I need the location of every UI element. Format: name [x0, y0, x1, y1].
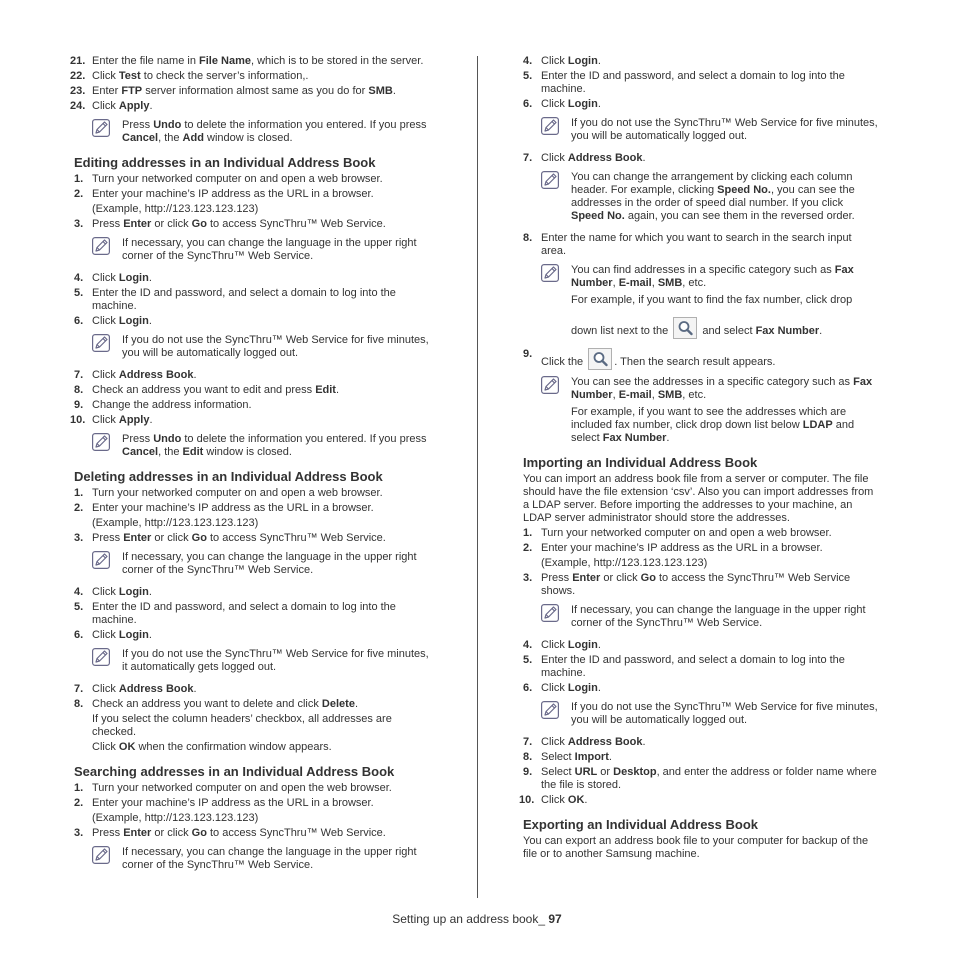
bold-term: SMB [657, 277, 683, 289]
bold-term: Go [191, 218, 207, 230]
bold-term: Test [118, 70, 141, 82]
steps-server-setup [70, 55, 452, 113]
step [74, 287, 452, 313]
steps-search-continued [523, 232, 897, 258]
bold-term: Go [191, 532, 207, 544]
bold-term: LDAP [802, 419, 833, 431]
step-text [541, 356, 775, 368]
step-text: Enter the ID and password, and select a domain to log into the machine. [92, 287, 396, 312]
step [523, 751, 897, 764]
bold-term: Login [567, 639, 598, 651]
steps-import [523, 639, 897, 695]
heading-editing: Editing addresses in an Individual Address Book [74, 155, 376, 170]
note [523, 171, 897, 223]
step [70, 55, 452, 68]
step [523, 152, 897, 165]
note [74, 846, 452, 872]
step-number: 8. [523, 232, 533, 244]
bold-term: Login [118, 272, 149, 284]
step-number: 5. [74, 601, 84, 613]
note-pencil-icon [92, 119, 110, 137]
bold-term: Import [574, 751, 609, 763]
step-number: 5. [523, 70, 533, 82]
step-text: Turn your networked computer on and open the web browser. [92, 782, 392, 794]
bold-term: Cancel [122, 132, 159, 144]
step [70, 70, 452, 83]
bold-term: Edit [315, 384, 336, 396]
step-number: 6. [523, 98, 533, 110]
note-pencil-icon [92, 648, 110, 666]
note-text: If necessary, you can change the language in the upper right corner of the SyncThru™ Web Service. [122, 237, 417, 262]
step [523, 572, 897, 598]
bold-term: Address Book [118, 683, 194, 695]
step-number: 21. [70, 55, 86, 67]
bold-term: Edit [182, 446, 204, 458]
step-text: Enter your machine’s IP address as the URL in a browser. [92, 502, 374, 514]
heading-searching: Searching addresses in an Individual Address Book [74, 764, 395, 779]
note-pencil-icon [541, 264, 559, 282]
step [523, 348, 897, 370]
step-text: Click Login. [92, 272, 152, 284]
step [74, 384, 452, 397]
note-pencil-icon [92, 433, 110, 451]
note-text: If necessary, you can change the language in the upper right corner of the SyncThru™ Web Service. [571, 604, 866, 629]
step-text: Click Login. [541, 682, 601, 694]
note [523, 117, 897, 143]
step-text: Press Enter or click Go to access SyncThru™ Web Service. [92, 827, 386, 839]
step-text: Enter the ID and password, and select a domain to log into the machine. [92, 601, 396, 626]
step-number: 9. [74, 399, 84, 411]
example-url: (Example, http://123.123.123.123) [92, 517, 259, 529]
step-number: 2. [74, 188, 84, 200]
note-pencil-icon [541, 171, 559, 189]
steps-import [519, 736, 897, 807]
step [74, 601, 452, 627]
note-text: If necessary, you can change the language in the upper right corner of the SyncThru™ Web Service. [122, 846, 417, 871]
step [523, 654, 897, 680]
bold-term: Login [118, 629, 149, 641]
heading-importing: Importing an Individual Address Book [523, 455, 758, 470]
step [74, 173, 452, 186]
step-text: Press Enter or click Go to access SyncThru™ Web Service. [92, 218, 386, 230]
bold-term: URL [574, 766, 598, 778]
step [523, 232, 897, 258]
step [523, 766, 897, 792]
step-number: 7. [74, 683, 84, 695]
step-text: Click Address Book. [541, 736, 646, 748]
note-text-line: For example, if you want to find the fax number, click drop [571, 294, 853, 306]
step-number: 6. [74, 629, 84, 641]
note-text: You can find addresses in a specific category such as Fax Number, E-mail, SMB, etc. [571, 264, 854, 289]
step-text: Click Address Book. [92, 369, 197, 381]
step-number: 22. [70, 70, 86, 82]
step-number: 4. [74, 586, 84, 598]
magnifier-icon [673, 317, 697, 339]
step-text: Click Test to check the server’s information,. [92, 70, 309, 82]
step-number: 7. [74, 369, 84, 381]
bold-term: Go [191, 827, 207, 839]
step [74, 369, 452, 382]
note-pencil-icon [92, 334, 110, 352]
step [74, 629, 452, 642]
step-number: 3. [74, 218, 84, 230]
step-number: 6. [523, 682, 533, 694]
bold-term: Address Book [567, 736, 643, 748]
step [74, 188, 452, 201]
step [523, 70, 897, 96]
bold-term: SMB [368, 85, 393, 97]
step-text: Check an address you want to delete and click Delete. [92, 698, 359, 710]
step [523, 55, 897, 68]
note-text: If you do not use the SyncThru™ Web Service for five minutes, it automatically gets logged out. [122, 648, 429, 673]
step-number: 1. [74, 173, 84, 185]
example-url: (Example, http://123.123.123.123) [541, 557, 708, 569]
step-number: 8. [523, 751, 533, 763]
bold-term: Address Book [118, 369, 194, 381]
step-text: Enter the file name in File Name, which is to be stored in the server. [92, 55, 424, 67]
step-number: 4. [523, 55, 533, 67]
note [74, 551, 452, 577]
left-column [70, 53, 452, 881]
bold-term: Apply [118, 100, 150, 112]
note-text [571, 294, 897, 307]
heading-deleting: Deleting addresses in an Individual Address Book [74, 469, 383, 484]
step [74, 586, 452, 599]
step [74, 399, 452, 412]
bold-term: Login [567, 682, 598, 694]
step [523, 639, 897, 652]
note-text: You can see the addresses in a specific category such as Fax Number, E-mail, SMB, etc. [571, 376, 873, 401]
step-text-part: Click the [541, 356, 584, 368]
step-number: 6. [74, 315, 84, 327]
note [74, 334, 452, 360]
steps-edit [74, 218, 452, 231]
step-text: Click Login. [541, 55, 601, 67]
page-number: 97 [548, 912, 562, 926]
step-text: Enter your machine’s IP address as the URL in a browser. [541, 542, 823, 554]
bold-term: Fax Number [571, 264, 854, 289]
step-number: 7. [523, 736, 533, 748]
step-text: Click Apply. [92, 100, 153, 112]
step [70, 414, 452, 427]
note-pencil-icon [541, 376, 559, 394]
page-footer [0, 913, 954, 926]
bold-term: SMB [657, 389, 683, 401]
step [74, 782, 452, 795]
step-number: 9. [523, 348, 533, 360]
note-text: If necessary, you can change the language in the upper right corner of the SyncThru™ Web Service. [122, 551, 417, 576]
substep-text: If you select the column headers’ checkbox, all addresses are checked. [92, 713, 392, 738]
note-pencil-icon [92, 846, 110, 864]
note-text: For example, if you want to see the addresses which are included fax number, click drop down list below LDAP and select Fax Number. [571, 406, 855, 444]
note-pencil-icon [541, 604, 559, 622]
steps-delete [74, 683, 452, 711]
note-pencil-icon [92, 237, 110, 255]
steps-search [74, 782, 452, 810]
note-text: Press Undo to delete the information you entered. If you press Cancel, the Edit window is closed. [122, 433, 427, 458]
step-number: 1. [74, 487, 84, 499]
step [523, 98, 897, 111]
step-number: 3. [74, 532, 84, 544]
steps-delete [74, 487, 452, 515]
step-text: Enter your machine’s IP address as the URL in a browser. [92, 188, 374, 200]
note-text: If you do not use the SyncThru™ Web Service for five minutes, you will be automatically logged out. [122, 334, 429, 359]
note-pencil-icon [541, 701, 559, 719]
step-text: Select URL or Desktop, and enter the address or folder name where the file is stored. [541, 766, 877, 791]
step [519, 794, 897, 807]
step-number: 8. [74, 384, 84, 396]
step [74, 272, 452, 285]
steps-delete [74, 586, 452, 642]
step-number: 2. [74, 502, 84, 514]
bold-term: Undo [153, 433, 182, 445]
bold-term: Login [567, 98, 598, 110]
step-number: 7. [523, 152, 533, 164]
step-text: Press Enter or click Go to access the SyncThru™ Web Service shows. [541, 572, 851, 597]
bold-term: Login [567, 55, 598, 67]
step-text-part: . Then the search result appears. [614, 356, 776, 368]
step-text: Click Login. [92, 315, 152, 327]
step [74, 218, 452, 231]
step-number: 5. [523, 654, 533, 666]
bold-term: E-mail [618, 389, 652, 401]
step [70, 100, 452, 113]
step-text: Click Apply. [92, 414, 153, 426]
note [523, 376, 897, 445]
heading-exporting: Exporting an Individual Address Book [523, 817, 758, 832]
step-number: 2. [74, 797, 84, 809]
step [523, 542, 897, 555]
bold-term: File Name [199, 55, 251, 67]
note [523, 604, 897, 630]
example-url: (Example, http://123.123.123.123) [92, 812, 259, 824]
note-pencil-icon [541, 117, 559, 135]
step-text: Press Enter or click Go to access SyncThru™ Web Service. [92, 532, 386, 544]
bold-term: Login [118, 315, 149, 327]
step-text: Enter your machine’s IP address as the URL in a browser. [92, 797, 374, 809]
bold-term: Speed No. [717, 184, 771, 196]
step-number: 23. [70, 85, 86, 97]
footer-label: Setting up an address book_ [392, 912, 546, 926]
bold-term: OK [567, 794, 585, 806]
note [523, 701, 897, 727]
bold-term: Fax Number [571, 376, 873, 401]
step-text: Click Login. [92, 629, 152, 641]
bold-term: FTP [121, 85, 143, 97]
step-number: 9. [523, 766, 533, 778]
bold-term: Enter [123, 532, 152, 544]
bold-term: Add [182, 132, 204, 144]
step-text: Click Address Book. [541, 152, 646, 164]
step-text: Click Address Book. [92, 683, 197, 695]
bold-term: Fax Number [602, 432, 667, 444]
steps-delete [74, 532, 452, 545]
steps-import [523, 572, 897, 598]
step-number: 3. [74, 827, 84, 839]
step [74, 683, 452, 696]
bold-term: OK [118, 741, 136, 753]
step-text: Click Login. [541, 98, 601, 110]
example-url: (Example, http://123.123.123.123) [92, 203, 259, 215]
step [74, 698, 452, 711]
note-text [571, 317, 897, 339]
step-text: Click Login. [541, 639, 601, 651]
step-text: Change the address information. [92, 399, 252, 411]
steps-search-continued [523, 55, 897, 111]
step-number: 8. [74, 698, 84, 710]
bold-term: Cancel [122, 446, 159, 458]
steps-search [74, 827, 452, 840]
magnifier-icon [588, 348, 612, 370]
substep-text: Click OK when the confirmation window appears. [92, 741, 332, 753]
step [74, 797, 452, 810]
bold-term: Enter [123, 218, 152, 230]
step [74, 502, 452, 515]
step-number: 2. [523, 542, 533, 554]
note-text-line: and select Fax Number. [702, 325, 823, 337]
step [523, 736, 897, 749]
step-number: 4. [74, 272, 84, 284]
step-number: 1. [523, 527, 533, 539]
bold-term: E-mail [618, 277, 652, 289]
step-number: 24. [70, 100, 86, 112]
step-number: 3. [523, 572, 533, 584]
note-pencil-icon [92, 551, 110, 569]
note-text-line: down list next to the [571, 325, 669, 337]
bold-term: Desktop [613, 766, 657, 778]
step-text: Enter the name for which you want to search in the search input area. [541, 232, 852, 257]
note-text: If you do not use the SyncThru™ Web Service for five minutes, you will be automatically logged out. [571, 117, 878, 142]
step-number: 10. [70, 414, 86, 426]
column-divider [477, 56, 478, 898]
steps-edit [74, 173, 452, 201]
step-text: Click Login. [92, 586, 152, 598]
note [74, 433, 452, 459]
step-text: Enter the ID and password, and select a domain to log into the machine. [541, 654, 845, 679]
note [74, 119, 452, 145]
note [74, 237, 452, 263]
steps-edit [70, 369, 452, 427]
step [74, 532, 452, 545]
bold-term: Fax Number [755, 325, 820, 337]
bold-term: Undo [153, 119, 182, 131]
bold-term: Address Book [567, 152, 643, 164]
export-intro: You can export an address book file to your computer for backup of the file or to another Samsung machine. [523, 835, 869, 860]
note [74, 648, 452, 674]
import-intro: You can import an address book file from a server or computer. The file should have the file extension ‘csv’. Also you can import addresses from a LDAP server. Before importing the addresses to your machine, an LDAP server administrator should store the addresses. [523, 473, 874, 524]
step-number: 10. [519, 794, 535, 806]
step-text: Enter FTP server information almost same as you do for SMB. [92, 85, 396, 97]
step-number: 4. [523, 639, 533, 651]
note-text: Press Undo to delete the information you entered. If you press Cancel, the Add window is closed. [122, 119, 427, 144]
step [70, 85, 452, 98]
step [523, 682, 897, 695]
step [74, 487, 452, 500]
step-number: 5. [74, 287, 84, 299]
bold-term: Go [640, 572, 656, 584]
step [74, 827, 452, 840]
bold-term: Speed No. [571, 210, 625, 222]
step [523, 527, 897, 540]
right-column [519, 53, 897, 863]
step [74, 315, 452, 328]
steps-edit [74, 272, 452, 328]
steps-search-continued [523, 152, 897, 165]
step-text: Turn your networked computer on and open a web browser. [92, 487, 383, 499]
step-text: Check an address you want to edit and press Edit. [92, 384, 340, 396]
bold-term: Enter [123, 827, 152, 839]
note-text: If you do not use the SyncThru™ Web Service for five minutes, you will be automatically logged out. [571, 701, 878, 726]
step-number: 1. [74, 782, 84, 794]
note [523, 264, 897, 339]
bold-term: Apply [118, 414, 150, 426]
steps-import [523, 527, 897, 555]
step-text: Select Import. [541, 751, 612, 763]
step-text: Turn your networked computer on and open a web browser. [92, 173, 383, 185]
bold-term: Enter [572, 572, 601, 584]
bold-term: Delete [321, 698, 355, 710]
step-text: Turn your networked computer on and open a web browser. [541, 527, 832, 539]
bold-term: Login [118, 586, 149, 598]
step-text: Click OK. [541, 794, 588, 806]
note-text: You can change the arrangement by clicking each column header. For example, clicking Speed No., you can see the addresses in the order of speed dial number. If you click Speed No. again, you can see them in the reversed order. [571, 171, 855, 222]
step-text: Enter the ID and password, and select a domain to log into the machine. [541, 70, 845, 95]
